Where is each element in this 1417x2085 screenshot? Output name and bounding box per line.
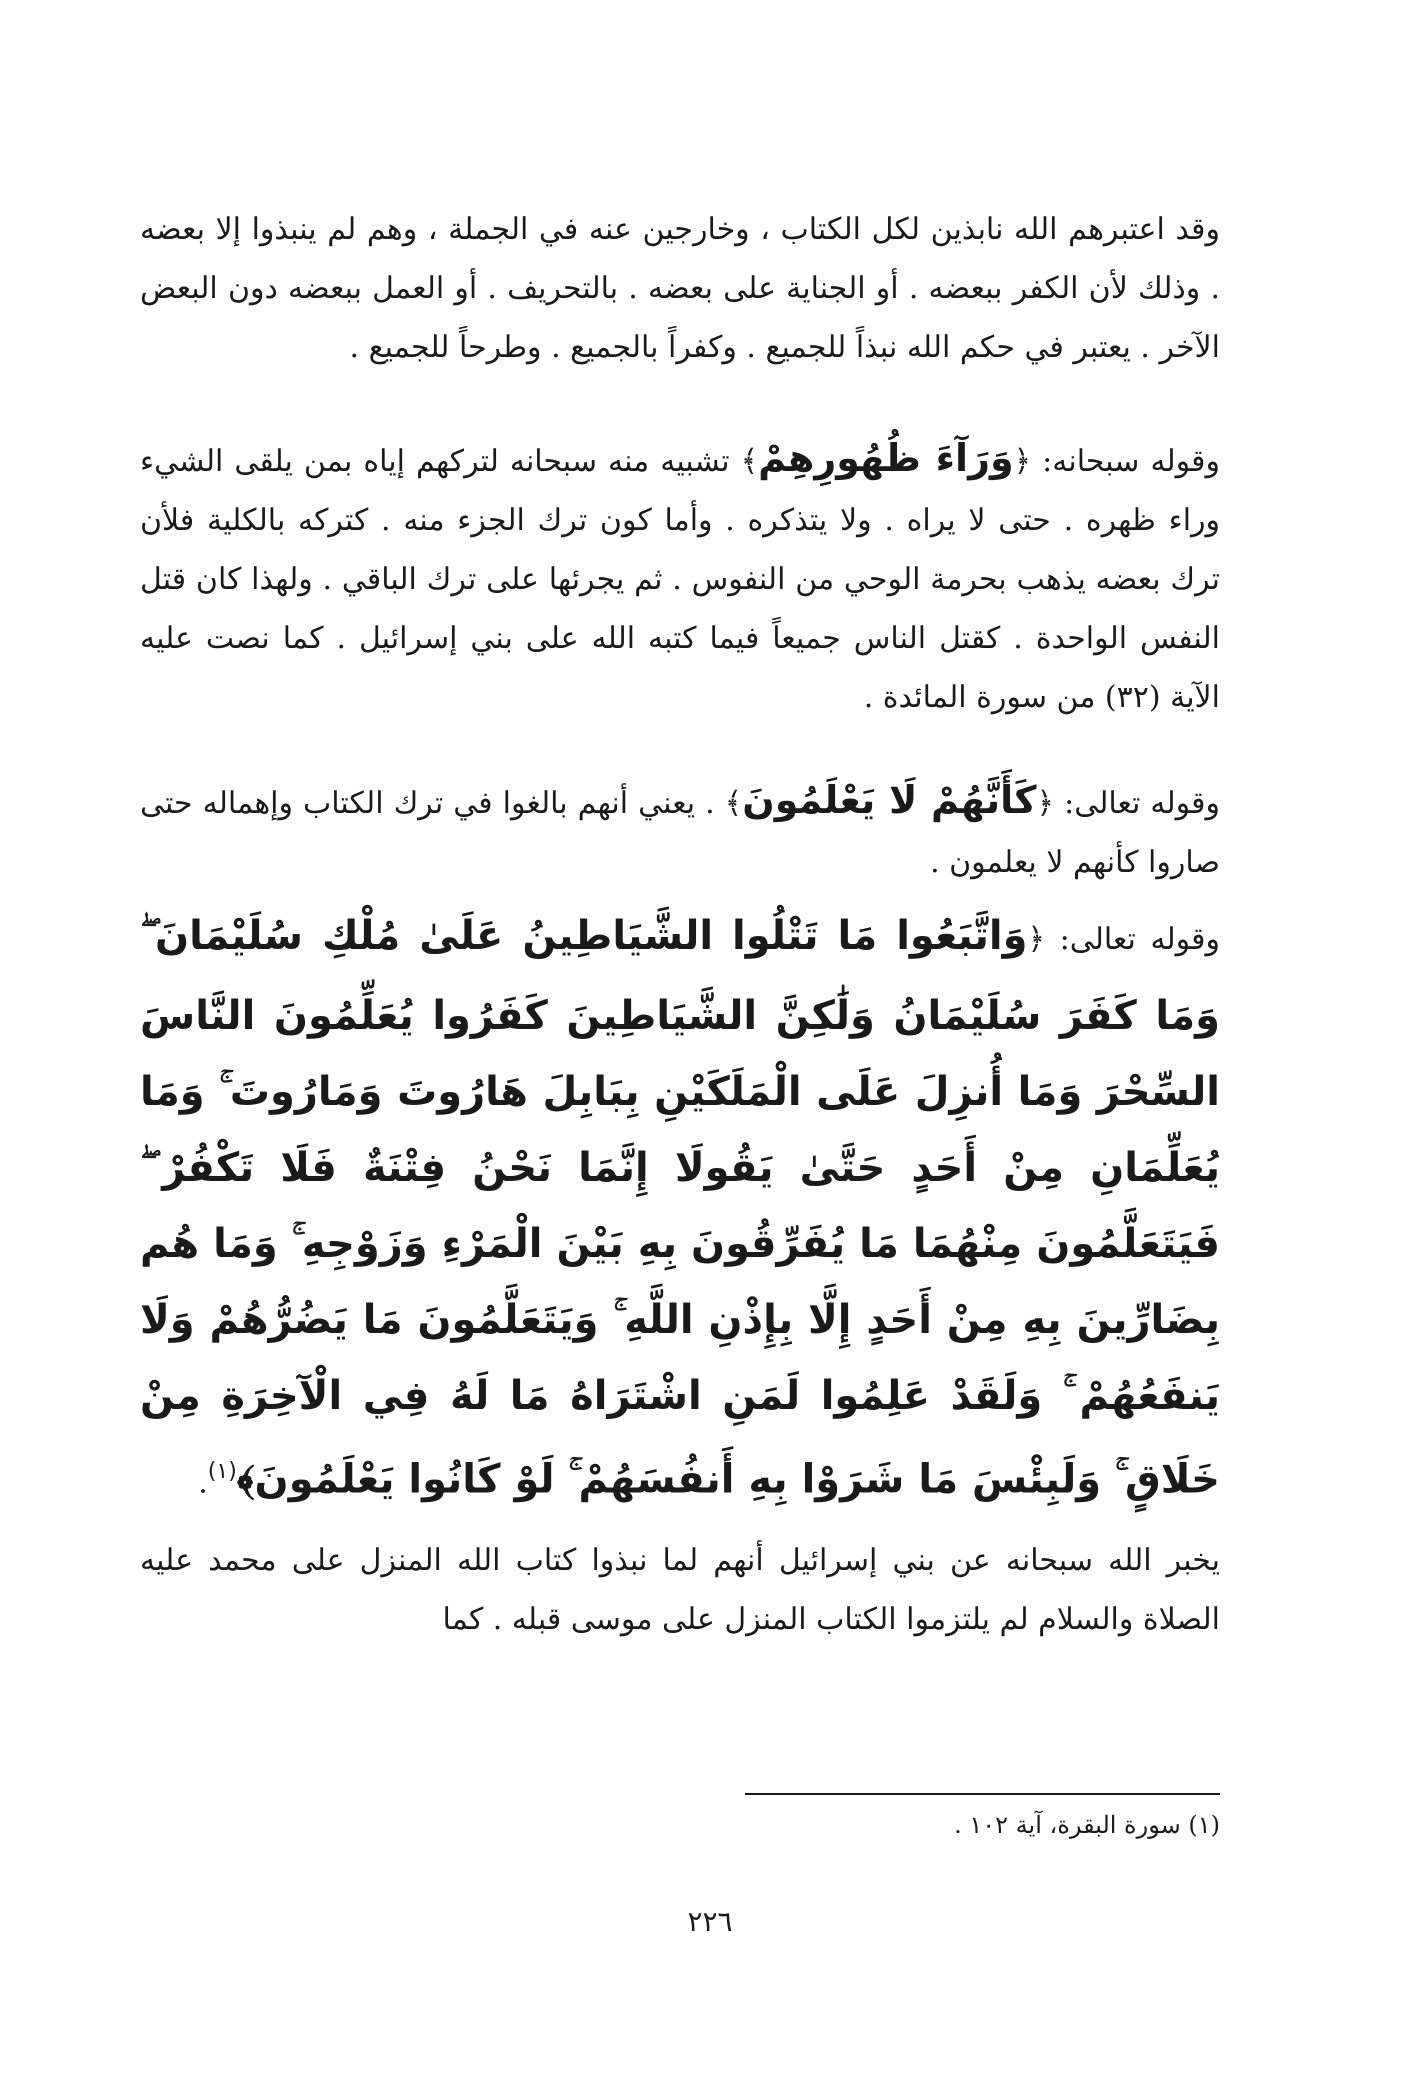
paragraph-2-text: ﴾ تشبيه منه سبحانه لتركهم إياه بمن يلقى الشيء وراء ظهره . حتى لا يراه . ولا يتذكره . وأما كون ترك الجزء منه . كتركه بالكلية فلأن ترك بعضه يذهب بحرمة الوحي من النفوس . ثم يجرئها على ترك الباقي . ولهذا كان قتل النفس الواحدة . كقتل الناس جميعاً فيما كتبه الله على بني إسرائيل . كما نصت عليه الآية (٣٢) من سورة المائدة .: [140, 444, 1220, 715]
quran-quote-behind-backs: وَرَآءَ ظُهُورِهِمْ: [758, 436, 1014, 480]
footnote-reference: (١): [207, 1459, 237, 1484]
quran-verse-block: [140, 898, 1220, 1521]
paragraph-2-intro: وقوله سبحانه: ﴿: [1013, 444, 1221, 479]
footnote-divider: [745, 1793, 1220, 1795]
paragraph-1: وقد اعتبرهم الله نابذين لكل الكتاب ، وخارجين عنه في الجملة ، وهم لم ينبذوا إلا بعضه . وذلك لأن الكفر ببعضه . أو الجناية على بعضه . بالتحريف . أو العمل ببعضه دون البعض الآخر . يعتبر في حكم الله نبذاً للجميع . وكفراً بالجميع . وطرحاً للجميع .: [140, 212, 1220, 365]
quran-quote-as-if-not-know: كَأَنَّهُمْ لَا يَعْلَمُونَ: [742, 778, 1037, 822]
footnote: (١) سورة البقرة، آية ١٠٢ .: [954, 1811, 1220, 1839]
paragraph-3-text: ﴾ . يعني أنهم بالغوا في ترك الكتاب وإهماله حتى صاروا كأنهم لا يعلمون .: [140, 786, 1220, 880]
page-body: [140, 200, 1220, 1649]
verse-text: وَاتَّبَعُوا مَا تَتْلُوا الشَّيَاطِينُ عَلَىٰ مُلْكِ سُلَيْمَانَ ۖ وَمَا كَفَرَ سُلَيْمَانُ وَلَٰكِنَّ الشَّيَاطِينَ كَفَرُوا يُعَلِّمُونَ النَّاسَ السِّحْرَ وَمَا أُنزِلَ عَلَى الْمَلَكَيْنِ بِبَابِلَ هَارُوتَ وَمَارُوتَ ۚ وَمَا يُعَلِّمَانِ مِنْ أَحَدٍ حَتَّىٰ يَقُولَا إِنَّمَا نَحْنُ فِتْنَةٌ فَلَا تَكْفُرْ ۖ فَيَتَعَلَّمُونَ مِنْهُمَا مَا يُفَرِّقُونَ بِهِ بَيْنَ الْمَرْءِ وَزَوْجِهِ ۚ وَمَا هُم بِضَارِّينَ بِهِ مِنْ أَحَدٍ إِلَّا بِإِذْنِ اللَّهِ ۚ وَيَتَعَلَّمُونَ مَا يَضُرُّهُمْ وَلَا يَنفَعُهُمْ ۚ وَلَقَدْ عَلِمُوا لَمَنِ اشْتَرَاهُ مَا لَهُ فِي الْآخِرَةِ مِنْ خَلَاقٍ ۚ وَلَبِئْسَ مَا شَرَوْا بِهِ أَنفُسَهُمْ ۚ لَوْ كَانُوا يَعْلَمُونَ: [140, 913, 1220, 1503]
paragraph-5: يخبر الله سبحانه عن بني إسرائيل أنهم لما نبذوا كتاب الله المنزل على محمد عليه الصلاة والسلام لم يلتزموا الكتاب المنزل على موسى قبله . كما: [140, 1543, 1220, 1638]
verse-close: ﴾: [236, 1456, 255, 1503]
verse-end: .: [198, 1465, 208, 1501]
paragraph-2: [140, 429, 1220, 727]
paragraph-3: [140, 771, 1220, 892]
paragraph-3-intro: وقوله تعالى: ﴿: [1036, 786, 1220, 821]
page-number: ٢٢٦: [687, 1905, 733, 1938]
verse-intro: وقوله تعالى: ﴿: [1027, 922, 1220, 957]
